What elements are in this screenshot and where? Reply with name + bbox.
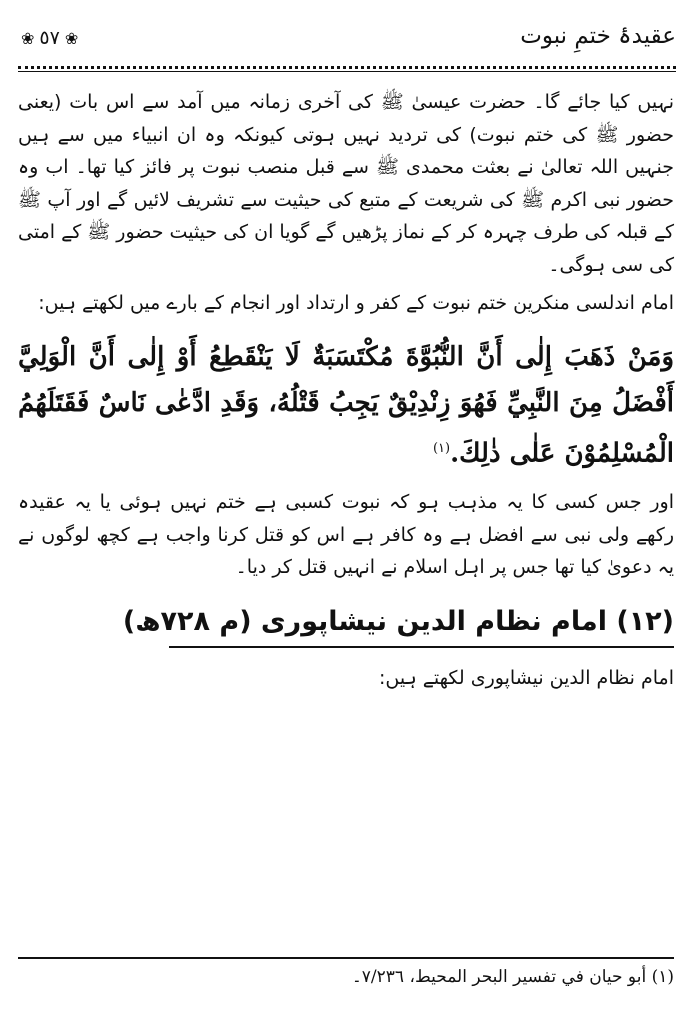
footnote-marker: (١) <box>651 967 674 987</box>
body-paragraph: امام نظام الدین نیشاپوری لکھتے ہیں: <box>379 666 674 689</box>
footnote-rule <box>18 957 674 959</box>
heading-underline <box>169 646 674 648</box>
footnote-marker: (١) <box>432 440 451 456</box>
page-body <box>18 86 674 694</box>
arabic-quote <box>18 334 674 477</box>
body-paragraph: امام اندلسی منکرین ختم نبوت کے کفر و ارتداد اور انجام کے بارے میں لکھتے ہیں: <box>38 292 674 314</box>
arabic-quote-text: وَمَنْ ذَهَبَ إِلٰى أَنَّ النُّبُوَّةَ مُكْتَسَبَةٌ لَا يَنْقَطِعُ أَوْ إِلٰى أَنَّ الْوَلِيَّ أَفْضَلُ مِنَ النَّبِيِّ فَهُوَ زِنْدِيْقٌ يَجِبُ قَتْلُهُ، وَقَدِ ادَّعٰى نَاسٌ فَقَتَلَهُمُ الْمُسْلِمُوْنَ عَلٰى ذٰلِكَ. <box>18 341 675 469</box>
body-paragraph: نہیں کیا جائے گا۔ حضرت عیسیٰ ﷺ کی آخری زمانہ میں آمد سے اس بات (یعنی حضور ﷺ کی ختم نبوت) کی تردید نہیں ہوتی کیونکہ وہ ان انبیاء میں سے ہیں جنہیں اللہ تعالیٰ نے بعثت محمدی ﷺ سے قبل منصب نبوت پر فائز کیا تھا۔ اب وہ حضور نبی اکرم ﷺ کی شریعت کے متبع کی حیثیت سے تشریف لائیں گے اور آپ ﷺ کے قبلہ کی طرف چہرہ کر کے نماز پڑھیں گے گویا ان کی حیثیت حضور ﷺ کے امتی کی سی ہوگی۔ <box>18 91 674 276</box>
header-rule <box>18 71 676 72</box>
body-paragraph: اور جس کسی کا یہ مذہب ہو کہ نبوت کسبی ہے ختم نہیں ہوئی یا یہ عقیدہ رکھے ولی نبی سے افضل ہے وہ کافر ہے اس کو قتل کرنا واجب ہے کچھ لوگوں نے یہ دعویٰ کیا تھا جس پر اہل اسلام نے انہیں قتل کر دیا۔ <box>18 491 674 579</box>
header-dotted-rule <box>18 66 676 69</box>
page-number: ٥٧ <box>39 27 60 49</box>
footnote <box>18 962 674 992</box>
page-number-block <box>18 24 81 52</box>
footnote-text: أبو حيان في تفسير البحر المحيط، ٧/٢٣٦۔ <box>351 967 647 987</box>
running-title: عقیدۂ ختمِ نبوت <box>520 23 676 49</box>
flower-ornament-icon: ❀ <box>21 28 35 48</box>
flower-ornament-icon: ❀ <box>64 28 79 48</box>
section-heading: (١٢) امام نظام الدین نیشاپوری (م ٧٢٨ھ) <box>122 605 674 637</box>
page-header <box>18 16 676 60</box>
